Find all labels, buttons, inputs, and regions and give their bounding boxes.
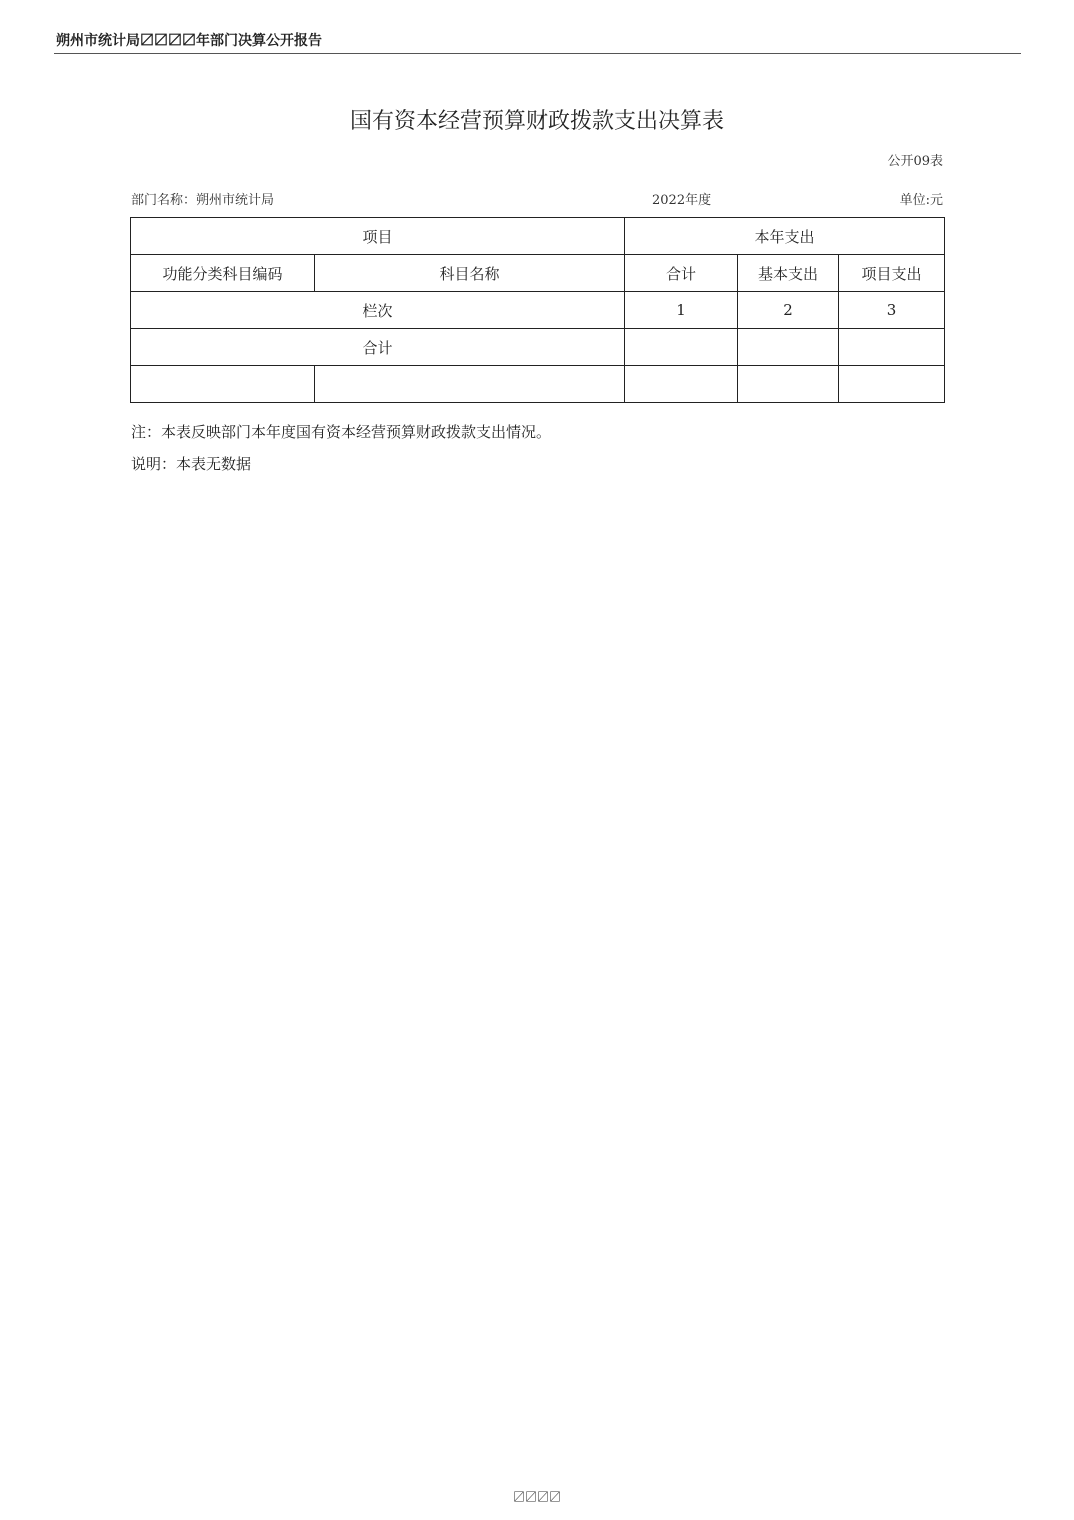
table-row — [131, 366, 945, 403]
function-code-header: 功能分类科目编码 — [131, 255, 315, 292]
table-note: 注：本表反映部门本年度国有资本经营预算财政拨款支出情况。 — [131, 423, 552, 441]
project-expense-header: 项目支出 — [839, 255, 945, 292]
total-row-project — [839, 329, 945, 366]
row-function-code — [131, 366, 315, 403]
column-index-project: 3 — [839, 292, 945, 329]
total-header: 合计 — [625, 255, 738, 292]
row-total — [625, 366, 738, 403]
form-code: 公开09表 — [887, 154, 943, 169]
unit-label: 单位:元 — [899, 193, 943, 208]
row-basic-expense — [738, 366, 839, 403]
table-header-row-1 — [131, 218, 945, 255]
basic-expense-header: 基本支出 — [738, 255, 839, 292]
project-header: 项目 — [131, 218, 625, 255]
current-year-expense-header: 本年支出 — [625, 218, 945, 255]
department-name: 部门名称：朔州市统计局 — [131, 193, 275, 208]
report-year: 2022年度 — [652, 193, 712, 208]
column-index-label: 栏次 — [131, 292, 625, 329]
expense-table — [130, 217, 945, 403]
column-index-basic: 2 — [738, 292, 839, 329]
row-subject-name — [315, 366, 625, 403]
column-index-row — [131, 292, 945, 329]
total-row-basic — [738, 329, 839, 366]
row-project-expense — [839, 366, 945, 403]
report-title: 国有资本经营预算财政拨款支出决算表 — [349, 109, 724, 134]
subject-name-header: 科目名称 — [315, 255, 625, 292]
table-explanation: 说明：本表无数据 — [131, 455, 252, 473]
running-header: 朔州市统计局〼〼〼〼年部门决算公开报告 — [56, 33, 322, 49]
page-number: 〼〼〼〼 — [512, 1490, 561, 1504]
total-row-total — [625, 329, 738, 366]
table-header-row-2 — [131, 255, 945, 292]
total-row — [131, 329, 945, 366]
total-row-label: 合计 — [131, 329, 625, 366]
column-index-total: 1 — [625, 292, 738, 329]
header-divider — [54, 53, 1021, 54]
